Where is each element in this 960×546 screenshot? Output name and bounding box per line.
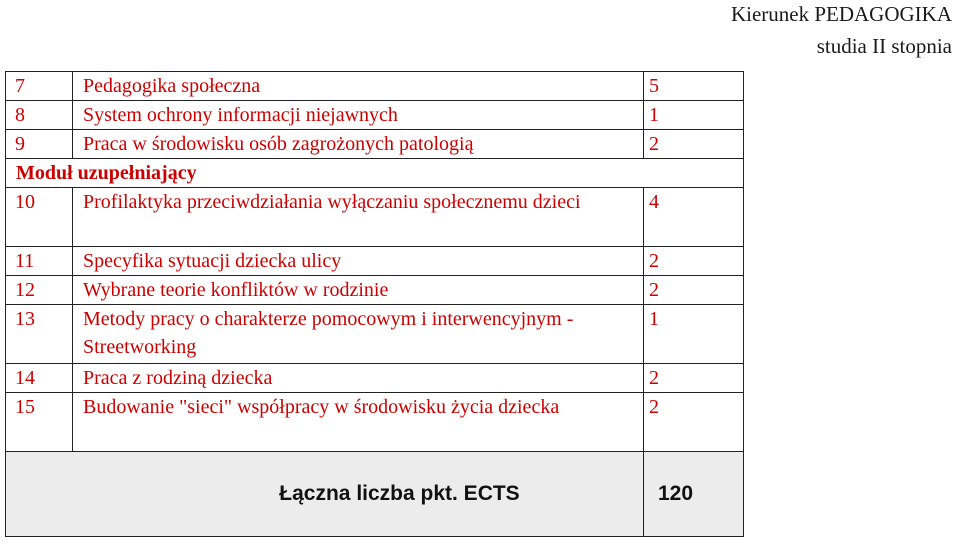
- course-ects: 2: [644, 364, 744, 393]
- program-title: Kierunek PEDAGOGIKA: [730, 2, 952, 26]
- course-number: 12: [6, 276, 73, 305]
- course-ects: 2: [644, 130, 744, 159]
- table-row: [6, 305, 744, 364]
- module-header-row: [6, 159, 744, 188]
- table-row: [6, 188, 744, 247]
- course-name: Wybrane teorie konfliktów w rodzinie: [73, 276, 644, 305]
- course-ects: 5: [644, 72, 744, 101]
- course-name: System ochrony informacji niejawnych: [73, 101, 644, 130]
- table-row: [6, 364, 744, 393]
- course-name: Praca z rodziną dziecka: [73, 364, 644, 393]
- course-ects: 1: [644, 305, 744, 364]
- course-ects: 2: [644, 393, 744, 452]
- table-row: [6, 130, 744, 159]
- course-name: Specyfika sytuacji dziecka ulicy: [73, 247, 644, 276]
- course-name: Metody pracy o charakterze pomocowym i interwencyjnym - Streetworking: [73, 305, 644, 364]
- courses-table: [5, 71, 744, 537]
- total-row: [6, 452, 744, 537]
- course-name: Budowanie "sieci" współpracy w środowisku życia dziecka: [73, 393, 644, 452]
- course-name: Praca w środowisku osób zagrożonych patologią: [73, 130, 644, 159]
- course-name: Profilaktyka przeciwdziałania wyłączaniu społecznemu dzieci: [73, 188, 644, 247]
- total-value: 120: [644, 452, 744, 537]
- course-number: 9: [6, 130, 73, 159]
- course-number: 10: [6, 188, 73, 247]
- course-number: 14: [6, 364, 73, 393]
- module-title: Moduł uzupełniający: [6, 159, 744, 188]
- table-row: [6, 393, 744, 452]
- total-label: Łączna liczba pkt. ECTS: [6, 452, 644, 537]
- course-number: 7: [6, 72, 73, 101]
- course-number: 8: [6, 101, 73, 130]
- course-name: Pedagogika społeczna: [73, 72, 644, 101]
- course-number: 15: [6, 393, 73, 452]
- table-row: [6, 276, 744, 305]
- table-row: [6, 247, 744, 276]
- course-number: 11: [6, 247, 73, 276]
- course-number: 13: [6, 305, 73, 364]
- course-ects: 1: [644, 101, 744, 130]
- course-ects: 2: [644, 276, 744, 305]
- table-row: [6, 101, 744, 130]
- program-level: studia II stopnia: [816, 34, 952, 58]
- course-ects: 2: [644, 247, 744, 276]
- course-ects: 4: [644, 188, 744, 247]
- table-row: [6, 72, 744, 101]
